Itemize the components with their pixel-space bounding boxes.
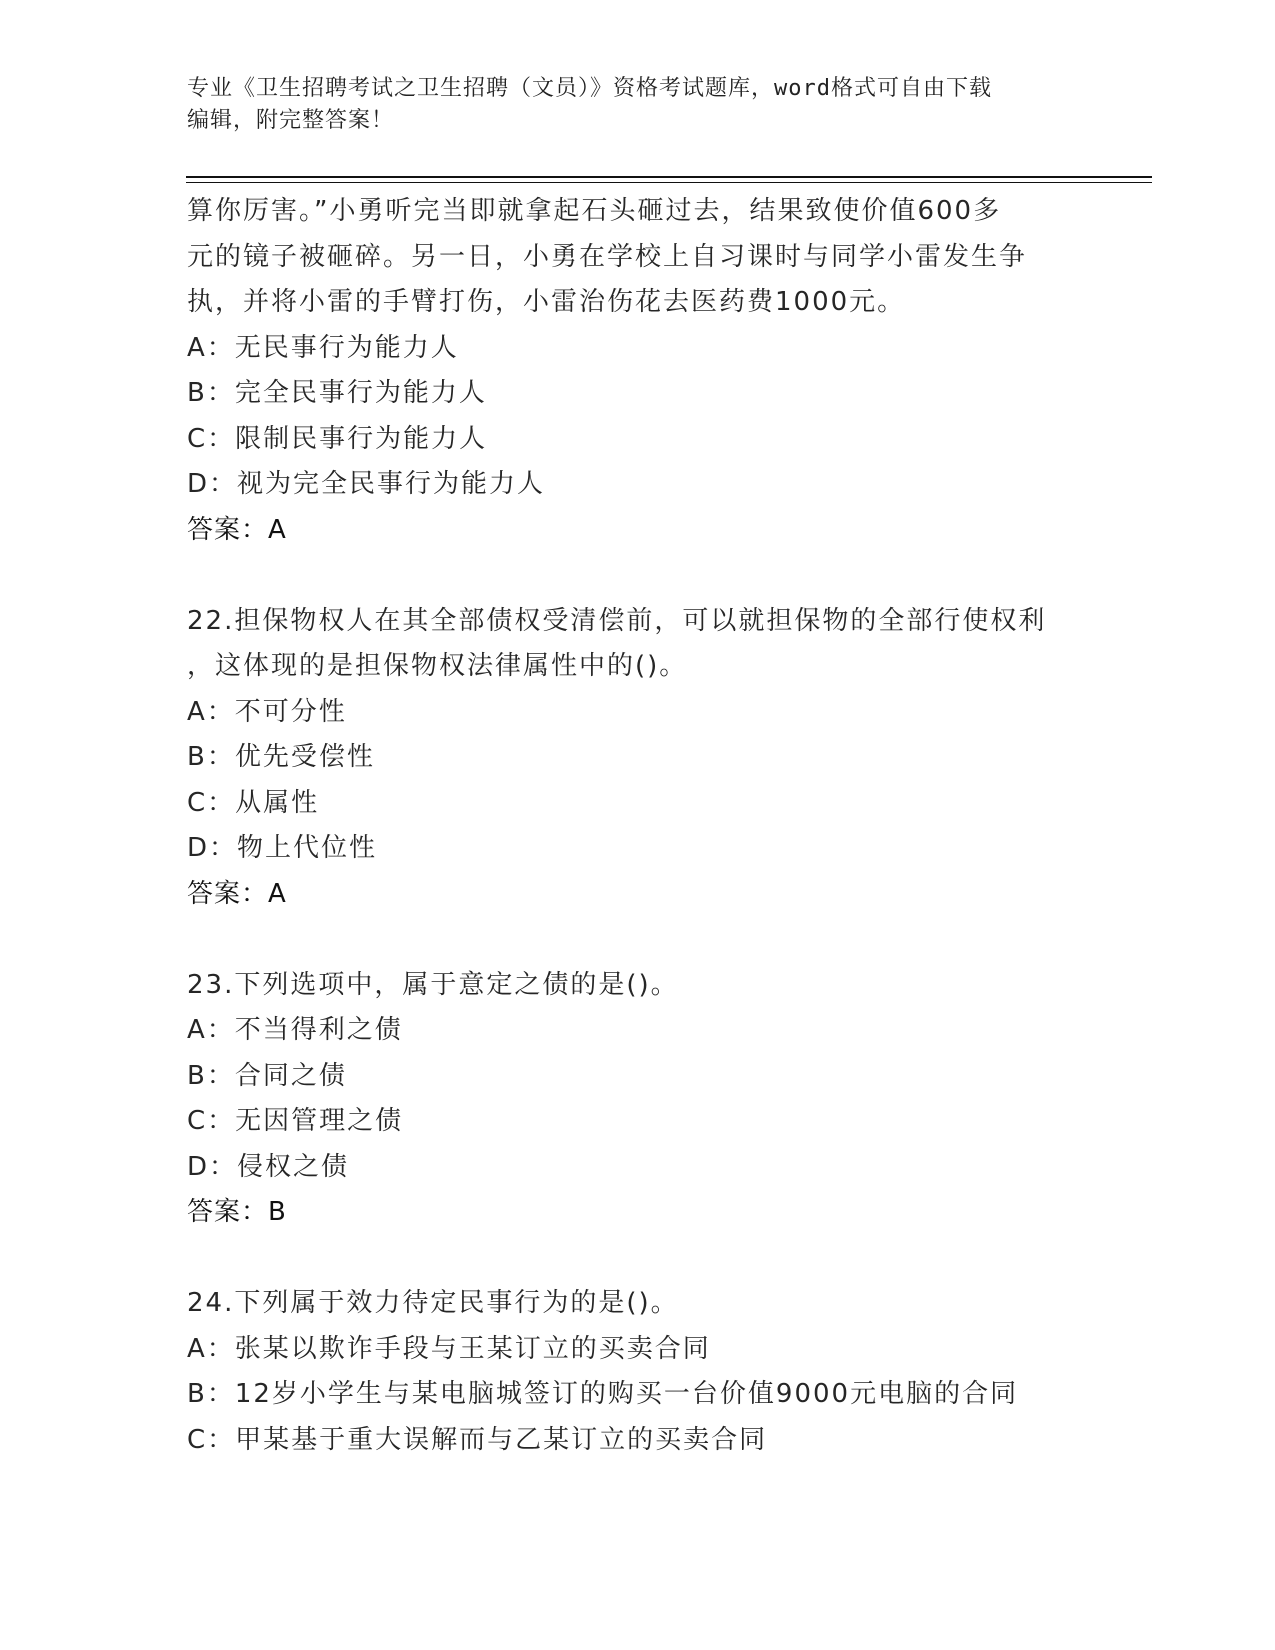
spacer xyxy=(187,917,1087,963)
option-b: B：合同之债 xyxy=(187,1060,347,1091)
option-b: B：完全民事行为能力人 xyxy=(187,378,487,408)
option-c: C：无因管理之债 xyxy=(187,1106,404,1136)
answer-line: 答案：A xyxy=(187,878,287,909)
option-d: D：物上代位性 xyxy=(187,833,378,863)
option-c: C：从属性 xyxy=(187,787,320,818)
header-divider-thick xyxy=(186,176,1152,178)
option-a: A：张某以欺诈手段与王某订立的买卖合同 xyxy=(187,1333,711,1364)
question-text-line: 算你厉害。”小勇听完当即就拿起石头砸过去，结果致使价值600多 xyxy=(187,196,1002,226)
question-text-line: 23.下列选项中，属于意定之债的是()。 xyxy=(187,969,679,1000)
option-d: D：侵权之债 xyxy=(187,1151,350,1182)
option-a: A：无民事行为能力人 xyxy=(187,332,459,363)
option-a: A：不可分性 xyxy=(187,696,347,727)
option-a: A：不当得利之债 xyxy=(187,1015,403,1045)
option-b: B：优先受偿性 xyxy=(187,742,375,772)
question-21-continued xyxy=(187,189,1087,553)
question-23 xyxy=(187,963,1087,1236)
question-22 xyxy=(187,599,1087,918)
header-line-2: 编辑，附完整答案！ xyxy=(187,108,395,133)
document-header xyxy=(187,73,1067,137)
answer-line: 答案：B xyxy=(187,1197,287,1227)
question-24 xyxy=(187,1281,1087,1463)
spacer xyxy=(187,1236,1087,1282)
option-b: B：12岁小学生与某电脑城签订的购买一台价值9000元电脑的合同 xyxy=(187,1379,1019,1409)
question-text-line: 执，并将小雷的手臂打伤，小雷治伤花去医药费1000元。 xyxy=(187,287,906,317)
question-text-line: 24.下列属于效力待定民事行为的是()。 xyxy=(187,1288,679,1318)
header-line-1: 专业《卫生招聘考试之卫生招聘（文员）》资格考试题库，word格式可自由下载 xyxy=(187,76,992,101)
document-body xyxy=(187,189,1087,1463)
answer-line: 答案：A xyxy=(187,514,287,545)
question-text-line: ，这体现的是担保物权法律属性中的()。 xyxy=(187,651,688,681)
spacer xyxy=(187,553,1087,599)
question-text-line: 22.担保物权人在其全部债权受清偿前，可以就担保物的全部行使权利 xyxy=(187,605,1047,636)
option-c: C：甲某基于重大误解而与乙某订立的买卖合同 xyxy=(187,1424,768,1455)
question-text-line: 元的镜子被砸碎。另一日，小勇在学校上自习课时与同学小雷发生争 xyxy=(187,241,1028,272)
header-divider-thin xyxy=(186,182,1152,183)
option-c: C：限制民事行为能力人 xyxy=(187,423,488,454)
option-d: D：视为完全民事行为能力人 xyxy=(187,469,546,499)
